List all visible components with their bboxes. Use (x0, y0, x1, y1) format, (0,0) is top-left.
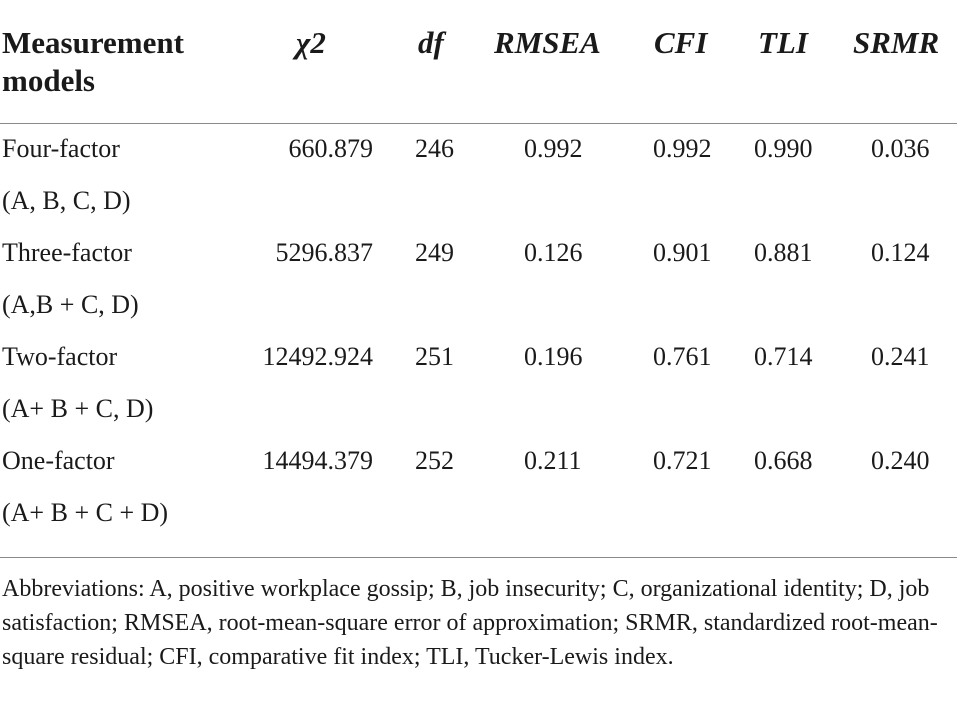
row-name: Three-factor (2, 238, 132, 267)
header-divider (0, 123, 957, 124)
row-srmr: 0.241 (871, 342, 930, 371)
row-cfi: 0.761 (653, 342, 712, 371)
row-df: 249 (415, 238, 454, 267)
row-chi2: 14494.379 (262, 446, 373, 475)
row-rmsea: 0.196 (524, 342, 583, 371)
row-factors: (A,B + C, D) (2, 290, 139, 319)
row-cfi: 0.901 (653, 238, 712, 267)
row-srmr: 0.124 (871, 238, 930, 267)
row-factors: (A+ B + C + D) (2, 498, 169, 527)
header-rmsea: RMSEA (494, 25, 601, 60)
header-cfi: CFI (654, 25, 708, 60)
row-tli: 0.990 (754, 134, 813, 163)
header-chi-square: χ2 (296, 25, 326, 60)
row-df: 252 (415, 446, 454, 475)
footer-divider (0, 557, 957, 558)
row-name: Two-factor (2, 342, 118, 371)
row-cfi: 0.721 (653, 446, 712, 475)
row-df: 246 (415, 134, 454, 163)
row-tli: 0.714 (754, 342, 813, 371)
table-footnote: Abbreviations: A, positive workplace gossip; B, job insecurity; C, organizational identity; D, job satisfaction; RMSEA, root-mean-square error of approximation; SRMR, standardized root-mean-square residual; CFI, comparative fit index; TLI, Tucker-Lewis index. (2, 576, 938, 670)
header-srmr: SRMR (853, 25, 940, 60)
row-chi2: 12492.924 (262, 342, 373, 371)
header-tli: TLI (758, 25, 808, 60)
row-df: 251 (415, 342, 454, 371)
row-srmr: 0.036 (871, 134, 930, 163)
row-srmr: 0.240 (871, 446, 930, 475)
row-name: Four-factor (2, 134, 120, 163)
row-rmsea: 0.211 (524, 446, 582, 475)
header-measurement-models: Measurement models (2, 25, 184, 98)
row-chi2: 660.879 (288, 134, 373, 163)
row-chi2: 5296.837 (275, 238, 373, 267)
row-name: One-factor (2, 446, 115, 475)
row-cfi: 0.992 (653, 134, 712, 163)
header-df: df (418, 25, 444, 60)
row-rmsea: 0.992 (524, 134, 583, 163)
row-factors: (A+ B + C, D) (2, 394, 154, 423)
row-rmsea: 0.126 (524, 238, 583, 267)
row-tli: 0.881 (754, 238, 813, 267)
row-factors: (A, B, C, D) (2, 186, 131, 215)
row-tli: 0.668 (754, 446, 813, 475)
